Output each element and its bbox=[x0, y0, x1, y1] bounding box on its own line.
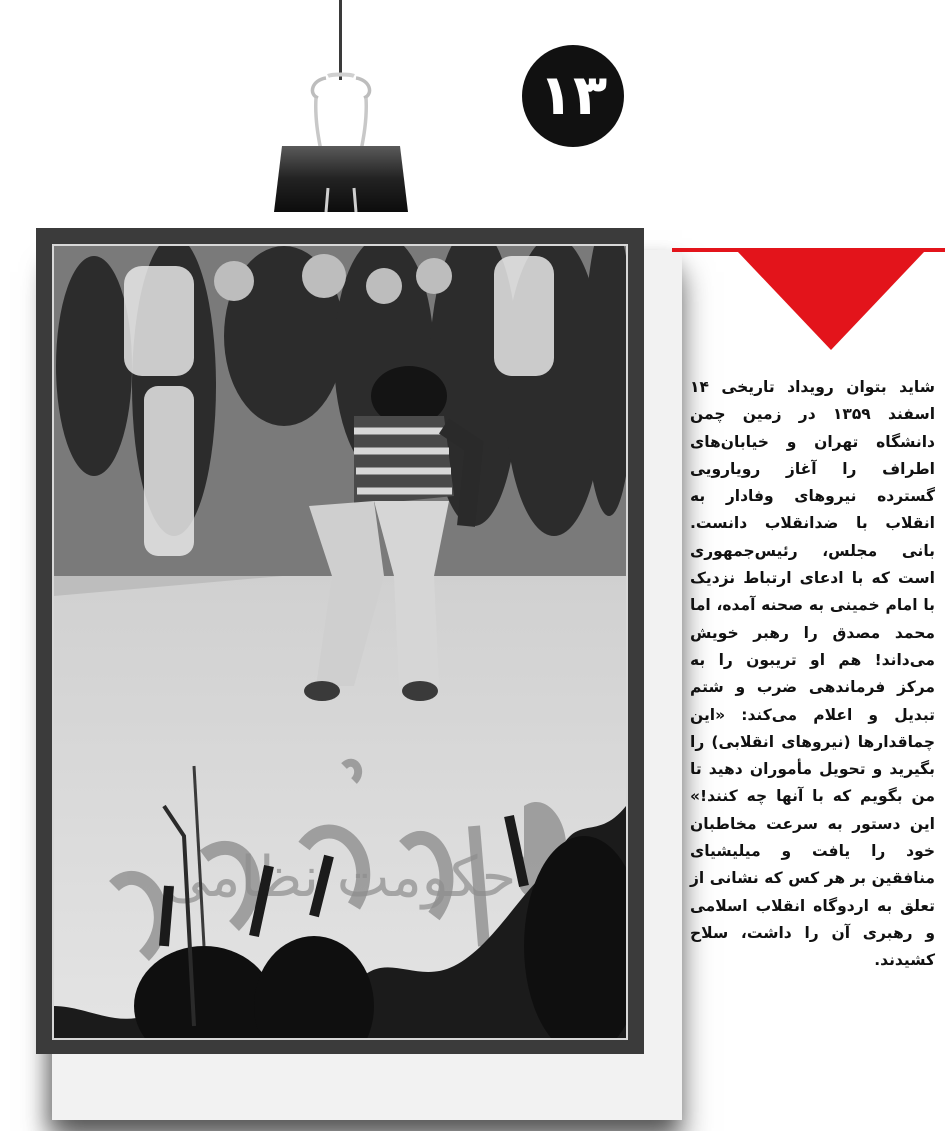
photo-scene-icon bbox=[54, 246, 626, 1038]
wall-inscription: حکومت نظامی bbox=[163, 845, 517, 910]
page-number-badge: ۱۳ bbox=[522, 45, 624, 147]
historical-photo bbox=[52, 244, 628, 1040]
article-body-text: شاید بتوان رویداد تاریخی ۱۴ اسفند ۱۳۵۹ در زمین چمن دانشگاه تهران و خیابان‌های اطراف را آغاز رویارویی گسترده نیروهای وفادار به انقلاب با ضدانقلاب دانست. بانی مجلس، رئیس‌جمهوری است که با ادعای ارتباط نزدیک با امام خمینی به صحنه آمده، اما محمد مصدق را رهبر خویش می‌داند! هم او تریبون را به مرکز فرماندهی ضرب و شتم تبدیل و اعلام می‌کند: «این چماقدارها (نیروهای انقلابی) را بگیرید و تحویل مأموران دهید تا من بگویم که با آنها چه کنند!» این دستور به سرعت مخاطبان خود را یافت و میلیشیای منافقین بر هر کس که نشانی از تعلق به اردوگاه انقلاب اسلامی و رهبری آن را داشت، سلاح کشیدند. bbox=[690, 378, 936, 970]
accent-red-triangle-icon bbox=[738, 252, 924, 350]
photo-frame bbox=[36, 228, 644, 1054]
binder-clip-icon bbox=[268, 60, 414, 220]
